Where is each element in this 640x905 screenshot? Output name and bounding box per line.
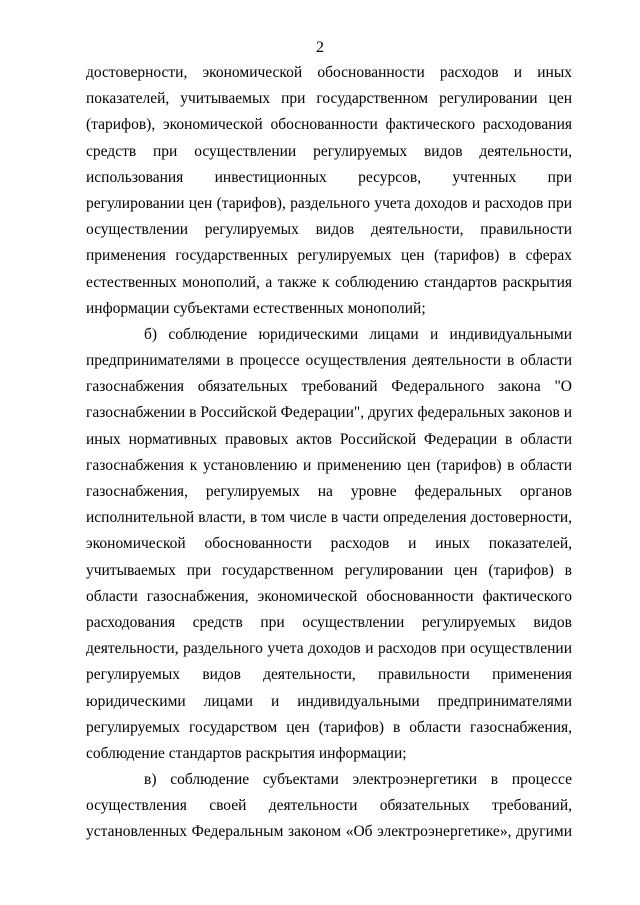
paragraph-item-v <box>86 767 572 846</box>
text-line: осуществлении регулируемых видов деятельности, правильности <box>86 221 572 239</box>
text-line: установленных Федеральным законом «Об электроэнергетике», другими <box>86 823 572 841</box>
paragraph-continuation <box>86 60 572 322</box>
text-line: средств при осуществлении регулируемых видов деятельности, <box>86 142 572 160</box>
text-line: б) соблюдение юридическими лицами и индивидуальными <box>144 325 572 343</box>
text-line: достоверности, экономической обоснованности расходов и иных <box>86 64 572 81</box>
text-line: деятельности, раздельного учета доходов и расходов при осуществлении <box>86 640 572 658</box>
text-line: применения государственных регулируемых цен (тарифов) в сферах <box>86 247 572 265</box>
text-line: осуществления своей деятельности обязательных требований, <box>86 797 572 815</box>
text-line: в) соблюдение субъектами электроэнергетики в процессе <box>144 771 572 789</box>
text-line: соблюдение стандартов раскрытия информации; <box>86 744 407 762</box>
text-line: экономической обоснованности расходов и иных показателей, <box>86 535 572 553</box>
paragraph-item-b <box>86 322 572 767</box>
text-line: исполнительной власти, в том числе в части определения достоверности, <box>86 509 572 527</box>
text-line: газоснабжения к установлению и применению цен (тарифов) в области <box>86 456 572 474</box>
text-line: использования инвестиционных ресурсов, учтенных при <box>86 168 572 186</box>
text-line: показателей, учитываемых при государственном регулировании цен <box>86 90 572 108</box>
text-line: расходования средств при осуществлении регулируемых видов <box>86 613 572 631</box>
text-line: регулировании цен (тарифов), раздельного учета доходов и расходов при <box>86 194 572 212</box>
text-line: информации субъектами естественных монополий; <box>86 299 426 317</box>
text-line: естественных монополий, а также к соблюдению стандартов раскрытия <box>86 273 572 291</box>
text-line: газоснабжения обязательных требований Федерального закона "О <box>86 378 572 396</box>
text-line: иных нормативных правовых актов Российской Федерации в области <box>86 430 572 448</box>
text-line: регулируемых видов деятельности, правильности применения <box>86 666 572 684</box>
text-line: газоснабжении в Российской Федерации", других федеральных законов и <box>86 404 572 422</box>
text-line: области газоснабжения, экономической обоснованности фактического <box>86 587 572 605</box>
text-line: учитываемых при государственном регулировании цен (тарифов) в <box>86 561 572 579</box>
text-line: юридическими лицами и индивидуальными предпринимателями <box>86 692 572 710</box>
text-line: газоснабжения, регулируемых на уровне федеральных органов <box>86 483 572 500</box>
page-number: 2 <box>316 39 324 56</box>
text-line: (тарифов), экономической обоснованности фактического расходования <box>86 116 572 134</box>
document-body <box>86 60 572 846</box>
text-line: предпринимателями в процессе осуществления деятельности в области <box>86 352 572 370</box>
text-line: регулируемых государством цен (тарифов) в области газоснабжения, <box>86 718 572 736</box>
